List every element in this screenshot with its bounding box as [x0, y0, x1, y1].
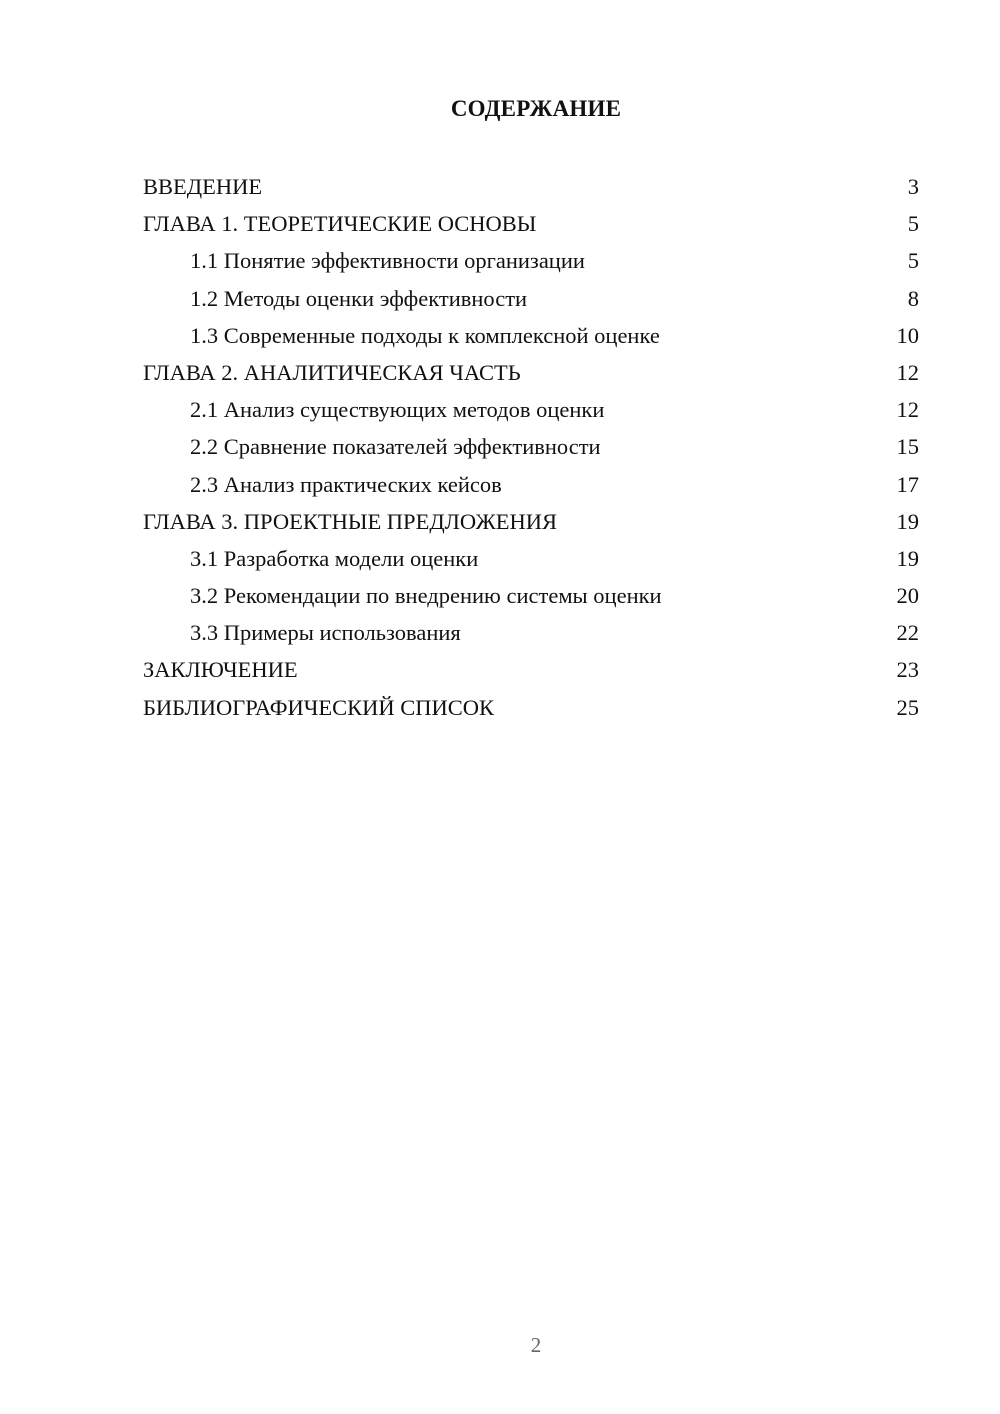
toc-entry-page-number: 5 — [907, 248, 919, 274]
toc-entry-chapter-3[interactable] — [143, 503, 919, 540]
toc-entry-label: 3.2 Рекомендации по внедрению системы оценки — [190, 583, 662, 609]
toc-entry-section-3-1[interactable] — [143, 540, 919, 577]
toc-entry-page-number: 15 — [896, 434, 919, 460]
toc-entry-section-2-3[interactable] — [143, 466, 919, 503]
toc-entry-label: 2.1 Анализ существующих методов оценки — [190, 397, 605, 423]
toc-entry-page-number: 3 — [907, 174, 919, 199]
toc-entry-page-number: 17 — [896, 471, 919, 497]
toc-entry-conclusion[interactable] — [143, 651, 919, 688]
toc-entry-page-number: 19 — [896, 545, 919, 571]
toc-entry-section-2-2[interactable] — [143, 428, 919, 465]
toc-entry-page-number: 19 — [896, 508, 919, 534]
toc-entry-label: БИБЛИОГРАФИЧЕСКИЙ СПИСОК — [143, 694, 495, 720]
toc-entry-page-number: 25 — [896, 694, 919, 720]
toc-entry-page-number: 12 — [896, 359, 919, 385]
toc-entry-label: 3.3 Примеры использования — [190, 620, 461, 646]
toc-entry-label: 2.3 Анализ практических кейсов — [190, 471, 502, 497]
toc-entry-section-3-2[interactable] — [143, 577, 919, 614]
page-number: 2 — [530, 1333, 542, 1357]
toc-entry-section-1-3[interactable] — [143, 317, 919, 354]
toc-entry-page-number: 10 — [896, 322, 919, 348]
toc-entry-bibliography[interactable] — [143, 689, 919, 726]
toc-entry-label: ГЛАВА 1. ТЕОРЕТИЧЕСКИЕ ОСНОВЫ — [143, 211, 537, 237]
toc-entry-label: ГЛАВА 2. АНАЛИТИЧЕСКАЯ ЧАСТЬ — [143, 359, 521, 385]
toc-entry-introduction[interactable] — [143, 168, 919, 205]
toc-entry-label: ГЛАВА 3. ПРОЕКТНЫЕ ПРЕДЛОЖЕНИЯ — [143, 508, 558, 534]
toc-entry-label: 3.1 Разработка модели оценки — [190, 545, 479, 571]
toc-entry-page-number: 12 — [896, 397, 919, 423]
toc-entry-chapter-1[interactable] — [143, 205, 919, 242]
page-title: СОДЕРЖАНИЕ — [450, 96, 622, 121]
toc-entry-section-2-1[interactable] — [143, 391, 919, 428]
toc-entry-page-number: 22 — [896, 620, 919, 646]
toc-entry-section-3-3[interactable] — [143, 614, 919, 651]
toc-entry-label: 2.2 Сравнение показателей эффективности — [190, 434, 601, 460]
toc-entry-label: ВВЕДЕНИЕ — [143, 174, 263, 199]
toc-entry-page-number: 8 — [907, 285, 919, 311]
toc-entry-label: 1.2 Методы оценки эффективности — [190, 285, 528, 311]
toc-entry-section-1-1[interactable] — [143, 242, 919, 279]
toc-entry-label: 1.3 Современные подходы к комплексной оценке — [190, 322, 660, 348]
table-of-contents — [143, 168, 919, 726]
toc-entry-chapter-2[interactable] — [143, 354, 919, 391]
toc-entry-section-1-2[interactable] — [143, 280, 919, 317]
toc-entry-page-number: 23 — [896, 657, 919, 683]
toc-entry-label: ЗАКЛЮЧЕНИЕ — [143, 657, 298, 683]
toc-entry-page-number: 5 — [907, 211, 919, 237]
toc-entry-label: 1.1 Понятие эффективности организации — [190, 248, 585, 274]
toc-entry-page-number: 20 — [896, 583, 919, 609]
